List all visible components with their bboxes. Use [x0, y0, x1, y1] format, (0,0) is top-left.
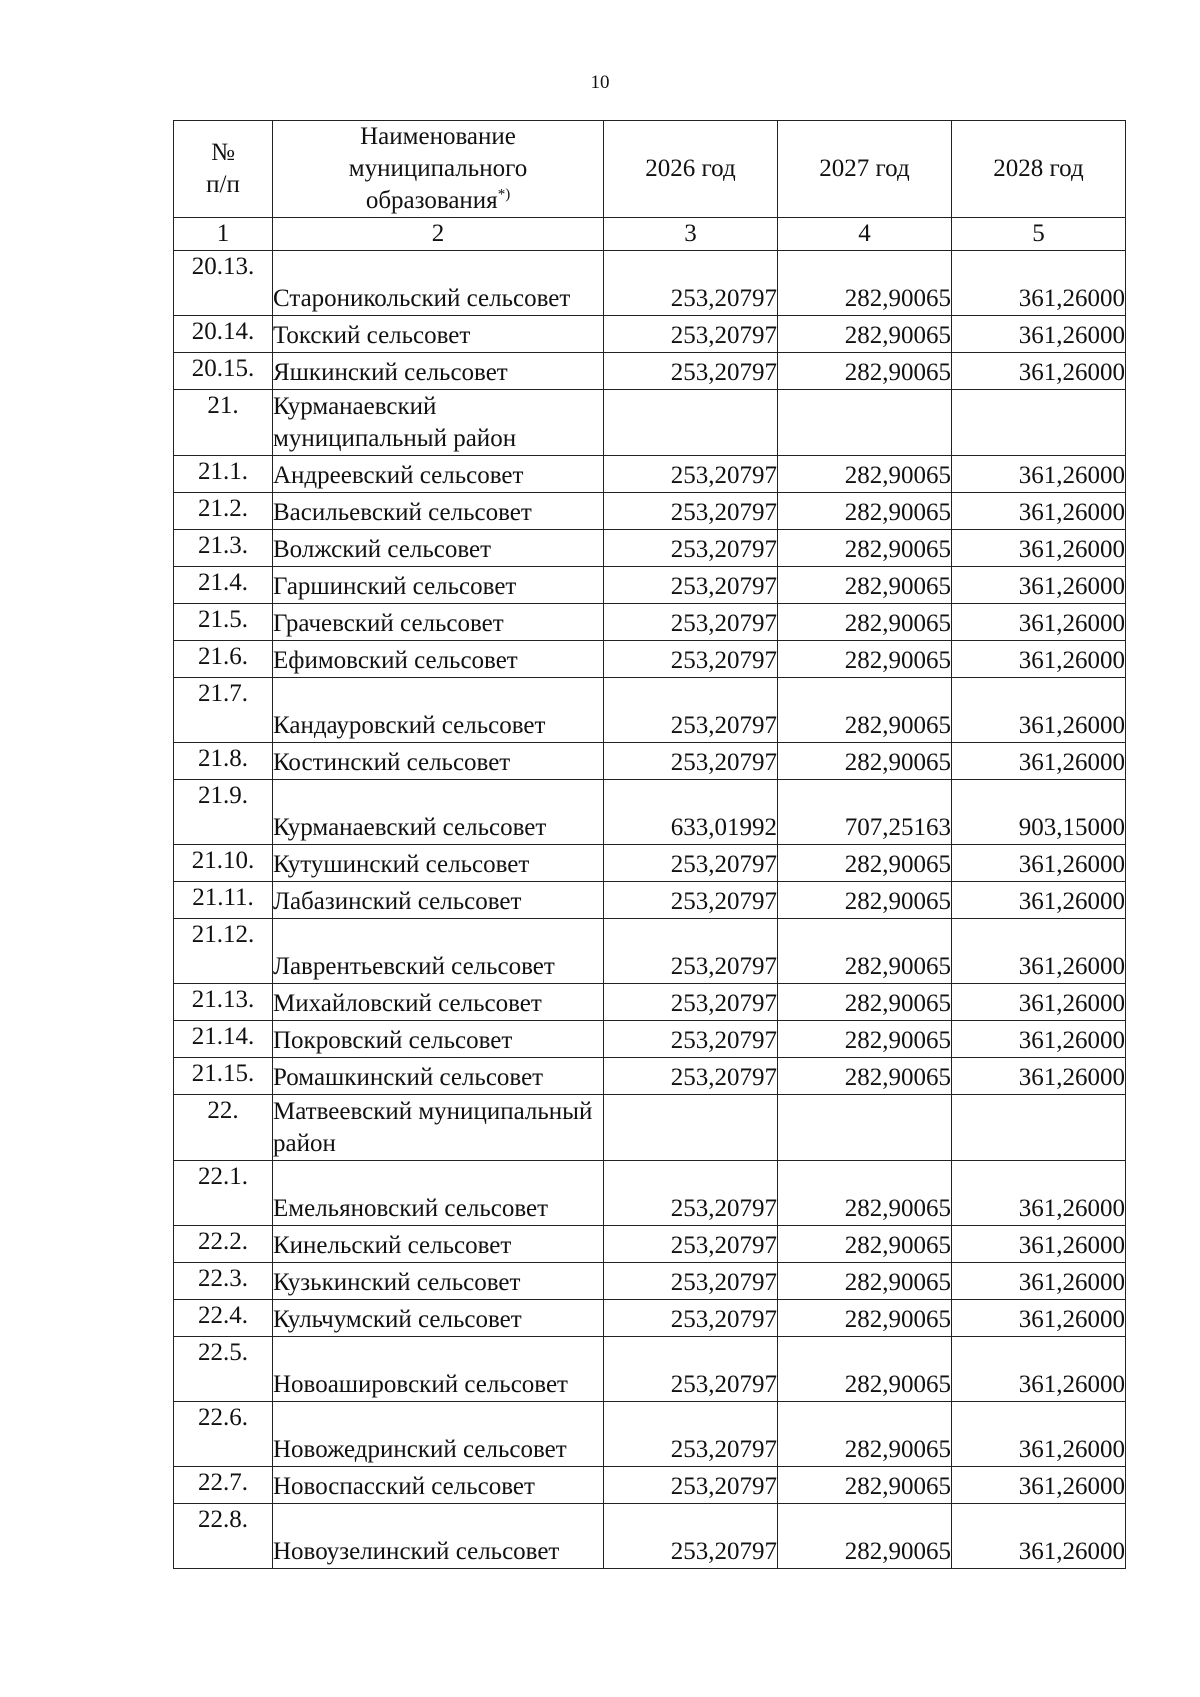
table-row: [174, 604, 1126, 641]
table-row: [174, 1402, 1126, 1467]
row-number: 22.6.: [174, 1402, 273, 1467]
row-number: 21.3.: [174, 530, 273, 567]
table-row: [174, 1337, 1126, 1402]
value-2027: 282,90065: [778, 604, 952, 641]
row-number: 22.5.: [174, 1337, 273, 1402]
column-number-1: 1: [174, 218, 273, 251]
value-2028: 361,26000: [952, 1021, 1126, 1058]
row-number: 20.15.: [174, 353, 273, 390]
header-number-text: № п/п: [206, 139, 240, 198]
row-number: 21.4.: [174, 567, 273, 604]
value-2026: 253,20797: [604, 493, 778, 530]
value-2026: [604, 390, 778, 456]
table-body: [174, 251, 1126, 1569]
municipality-name: Кандауровский сельсовет: [273, 678, 604, 743]
row-number: 21.9.: [174, 780, 273, 845]
municipality-name: Васильевский сельсовет: [273, 493, 604, 530]
row-number: 21.: [174, 390, 273, 456]
value-2027: 282,90065: [778, 641, 952, 678]
value-2028: 361,26000: [952, 678, 1126, 743]
row-number: 21.12.: [174, 919, 273, 984]
table-row: [174, 530, 1126, 567]
table-row: [174, 1226, 1126, 1263]
municipality-name: Михайловский сельсовет: [273, 984, 604, 1021]
table-row: [174, 919, 1126, 984]
value-2027: 282,90065: [778, 1021, 952, 1058]
column-number-2: 2: [273, 218, 604, 251]
table-row: [174, 882, 1126, 919]
municipality-name: Ромашкинский сельсовет: [273, 1058, 604, 1095]
row-number: 21.8.: [174, 743, 273, 780]
value-2028: [952, 390, 1126, 456]
table-row: [174, 1504, 1126, 1569]
value-2027: 282,90065: [778, 353, 952, 390]
value-2027: 282,90065: [778, 845, 952, 882]
value-2027: 282,90065: [778, 678, 952, 743]
municipality-name: Гаршинский сельсовет: [273, 567, 604, 604]
value-2027: 282,90065: [778, 1161, 952, 1226]
value-2026: 253,20797: [604, 984, 778, 1021]
value-2027: 282,90065: [778, 1263, 952, 1300]
value-2028: 361,26000: [952, 1467, 1126, 1504]
value-2027: [778, 1095, 952, 1161]
value-2026: 253,20797: [604, 604, 778, 641]
table-row: [174, 984, 1126, 1021]
value-2027: 282,90065: [778, 1337, 952, 1402]
value-2028: 361,26000: [952, 567, 1126, 604]
header-municipality-name-text: Наименование муниципального образования: [348, 123, 528, 214]
value-2026: 253,20797: [604, 678, 778, 743]
value-2028: 361,26000: [952, 1226, 1126, 1263]
value-2027: [778, 390, 952, 456]
value-2027: 282,90065: [778, 493, 952, 530]
row-number: 20.14.: [174, 316, 273, 353]
municipality-name: Кутушинский сельсовет: [273, 845, 604, 882]
municipality-name: Андреевский сельсовет: [273, 456, 604, 493]
column-number-5: 5: [952, 218, 1126, 251]
row-number: 21.1.: [174, 456, 273, 493]
value-2027: 282,90065: [778, 567, 952, 604]
value-2027: 282,90065: [778, 456, 952, 493]
municipality-name: Староникольский сельсовет: [273, 251, 604, 316]
value-2026: 253,20797: [604, 1504, 778, 1569]
value-2026: 253,20797: [604, 919, 778, 984]
row-number: 22.7.: [174, 1467, 273, 1504]
value-2027: 707,25163: [778, 780, 952, 845]
row-number: 21.5.: [174, 604, 273, 641]
row-number: 22.: [174, 1095, 273, 1161]
allocation-table: [173, 120, 1126, 1569]
value-2027: 282,90065: [778, 316, 952, 353]
municipality-name: Новоспасский сельсовет: [273, 1467, 604, 1504]
table-row: [174, 251, 1126, 316]
row-number: 21.2.: [174, 493, 273, 530]
table-row: [174, 1300, 1126, 1337]
municipality-name: Матвеевский муниципальный район: [273, 1095, 604, 1161]
page-number: 10: [590, 72, 610, 93]
header-footnote-mark: *): [497, 186, 511, 203]
row-number: 22.3.: [174, 1263, 273, 1300]
row-number: 21.13.: [174, 984, 273, 1021]
value-2026: 633,01992: [604, 780, 778, 845]
value-2027: 282,90065: [778, 251, 952, 316]
header-year-2028: 2028 год: [952, 121, 1126, 218]
value-2028: 361,26000: [952, 456, 1126, 493]
header-year-2027: 2027 год: [778, 121, 952, 218]
value-2026: 253,20797: [604, 251, 778, 316]
value-2028: 361,26000: [952, 1161, 1126, 1226]
value-2027: 282,90065: [778, 1504, 952, 1569]
value-2027: 282,90065: [778, 1402, 952, 1467]
value-2027: 282,90065: [778, 919, 952, 984]
value-2028: 361,26000: [952, 530, 1126, 567]
value-2028: 361,26000: [952, 604, 1126, 641]
value-2026: 253,20797: [604, 845, 778, 882]
row-number: 21.15.: [174, 1058, 273, 1095]
municipality-name: Покровский сельсовет: [273, 1021, 604, 1058]
value-2028: 361,26000: [952, 984, 1126, 1021]
municipality-name: Курманаевский муниципальный район: [273, 390, 604, 456]
value-2026: 253,20797: [604, 1337, 778, 1402]
municipality-name: Яшкинский сельсовет: [273, 353, 604, 390]
value-2027: 282,90065: [778, 1300, 952, 1337]
row-number: 21.10.: [174, 845, 273, 882]
table-row: [174, 353, 1126, 390]
table-row: [174, 316, 1126, 353]
municipality-name: Новожедринский сельсовет: [273, 1402, 604, 1467]
value-2028: 361,26000: [952, 919, 1126, 984]
value-2028: 361,26000: [952, 1058, 1126, 1095]
table-row: [174, 641, 1126, 678]
table-row: [174, 1467, 1126, 1504]
table-row: [174, 743, 1126, 780]
value-2027: 282,90065: [778, 1467, 952, 1504]
value-2026: [604, 1095, 778, 1161]
value-2028: 361,26000: [952, 353, 1126, 390]
value-2026: 253,20797: [604, 316, 778, 353]
value-2028: 361,26000: [952, 1263, 1126, 1300]
value-2027: 282,90065: [778, 984, 952, 1021]
value-2028: [952, 1095, 1126, 1161]
value-2028: 361,26000: [952, 1337, 1126, 1402]
municipality-name: Новоузелинский сельсовет: [273, 1504, 604, 1569]
value-2026: 253,20797: [604, 1263, 778, 1300]
municipality-name: Токский сельсовет: [273, 316, 604, 353]
value-2028: 361,26000: [952, 641, 1126, 678]
municipality-name: Лаврентьевский сельсовет: [273, 919, 604, 984]
header-municipality-name: [273, 121, 604, 218]
municipality-name: Кинельский сельсовет: [273, 1226, 604, 1263]
row-number: 22.8.: [174, 1504, 273, 1569]
column-number-3: 3: [604, 218, 778, 251]
value-2027: 282,90065: [778, 743, 952, 780]
value-2028: 903,15000: [952, 780, 1126, 845]
value-2026: 253,20797: [604, 1402, 778, 1467]
value-2028: 361,26000: [952, 1504, 1126, 1569]
value-2026: 253,20797: [604, 456, 778, 493]
value-2026: 253,20797: [604, 1300, 778, 1337]
value-2026: 253,20797: [604, 530, 778, 567]
municipality-name: Лабазинский сельсовет: [273, 882, 604, 919]
district-row: [174, 390, 1126, 456]
table-row: [174, 1263, 1126, 1300]
value-2028: 361,26000: [952, 1402, 1126, 1467]
value-2026: 253,20797: [604, 1058, 778, 1095]
value-2027: 282,90065: [778, 1226, 952, 1263]
value-2026: 253,20797: [604, 1467, 778, 1504]
table-row: [174, 780, 1126, 845]
value-2026: 253,20797: [604, 353, 778, 390]
row-number: 22.4.: [174, 1300, 273, 1337]
value-2026: 253,20797: [604, 641, 778, 678]
municipality-name: Кульчумский сельсовет: [273, 1300, 604, 1337]
table-row: [174, 1058, 1126, 1095]
value-2027: 282,90065: [778, 1058, 952, 1095]
value-2027: 282,90065: [778, 882, 952, 919]
municipality-name: Емельяновский сельсовет: [273, 1161, 604, 1226]
row-number: 21.11.: [174, 882, 273, 919]
value-2026: 253,20797: [604, 1161, 778, 1226]
district-row: [174, 1095, 1126, 1161]
header-number: [174, 121, 273, 218]
value-2028: 361,26000: [952, 845, 1126, 882]
value-2026: 253,20797: [604, 1021, 778, 1058]
value-2028: 361,26000: [952, 743, 1126, 780]
value-2026: 253,20797: [604, 1226, 778, 1263]
municipality-name: Волжский сельсовет: [273, 530, 604, 567]
municipality-name: Ефимовский сельсовет: [273, 641, 604, 678]
row-number: 20.13.: [174, 251, 273, 316]
municipality-name: Новоашировский сельсовет: [273, 1337, 604, 1402]
value-2028: 361,26000: [952, 493, 1126, 530]
table-row: [174, 678, 1126, 743]
row-number: 21.14.: [174, 1021, 273, 1058]
table-row: [174, 845, 1126, 882]
table-row: [174, 1021, 1126, 1058]
table-row: [174, 1161, 1126, 1226]
row-number: 21.6.: [174, 641, 273, 678]
header-year-2026: 2026 год: [604, 121, 778, 218]
municipality-name: Курманаевский сельсовет: [273, 780, 604, 845]
table-row: [174, 456, 1126, 493]
value-2028: 361,26000: [952, 1300, 1126, 1337]
value-2026: 253,20797: [604, 567, 778, 604]
value-2028: 361,26000: [952, 251, 1126, 316]
municipality-name: Кузькинский сельсовет: [273, 1263, 604, 1300]
value-2026: 253,20797: [604, 743, 778, 780]
municipality-name: Костинский сельсовет: [273, 743, 604, 780]
municipality-name: Грачевский сельсовет: [273, 604, 604, 641]
row-number: 22.2.: [174, 1226, 273, 1263]
value-2028: 361,26000: [952, 882, 1126, 919]
value-2026: 253,20797: [604, 882, 778, 919]
row-number: 21.7.: [174, 678, 273, 743]
value-2028: 361,26000: [952, 316, 1126, 353]
row-number: 22.1.: [174, 1161, 273, 1226]
table-row: [174, 567, 1126, 604]
column-number-4: 4: [778, 218, 952, 251]
value-2027: 282,90065: [778, 530, 952, 567]
table-row: [174, 493, 1126, 530]
